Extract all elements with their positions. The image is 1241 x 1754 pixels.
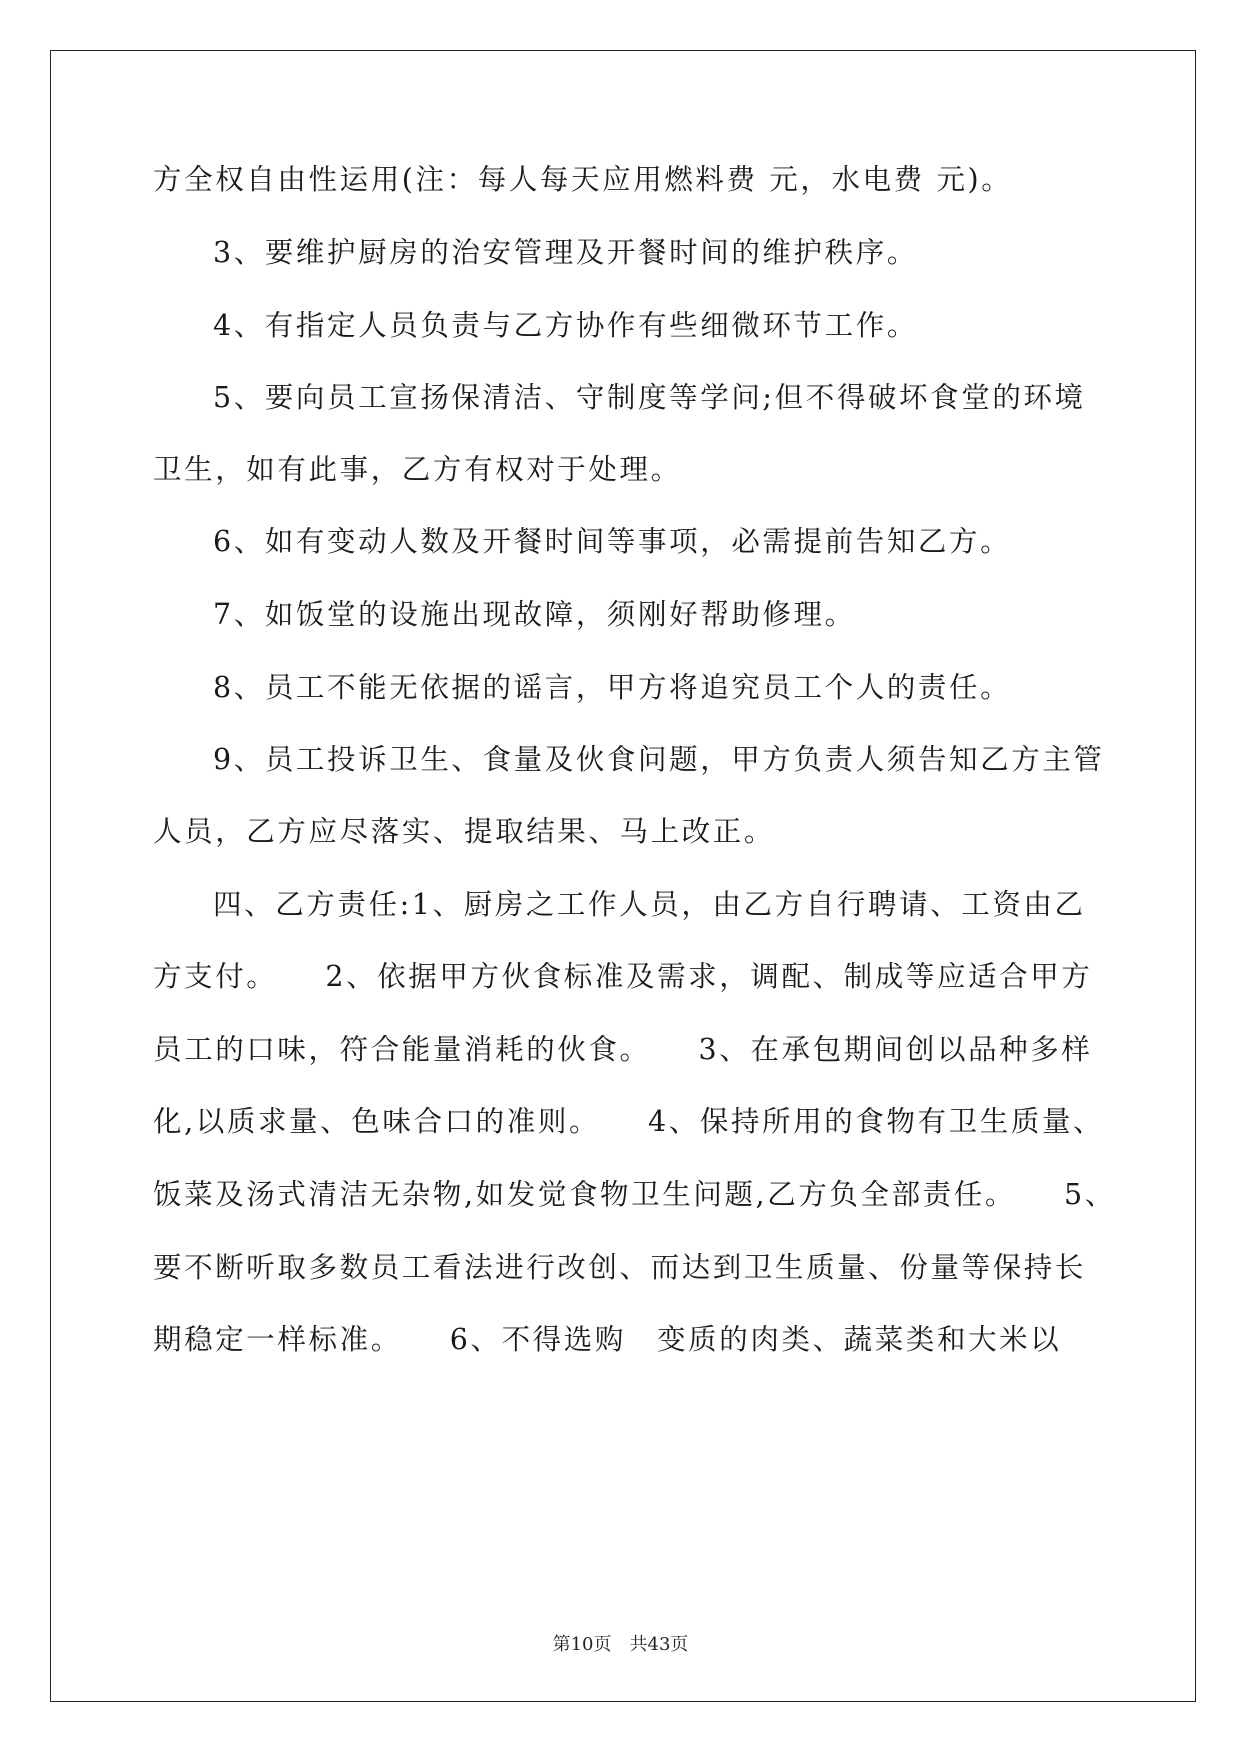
text-line: 4、有指定人员负责与乙方协作有些细微环节工作。 [213,309,918,342]
page-footer [0,1630,1241,1656]
text-line: 要不断听取多数员工看法进行改创、而达到卫生质量、份量等保持长 [153,1251,1087,1284]
page-number: 第10页 共43页 [552,1634,689,1655]
text-line: 人员，乙方应尽落实、提取结果、马上改正。 [153,815,776,848]
text-line: 方全权自由性运用(注：每人每天应用燃料费 元，水电费 元)。 [153,163,1013,196]
text-line: 方支付。 2、依据甲方伙食标准及需求，调配、制成等应适合甲方 [153,960,1093,993]
text-line: 6、如有变动人数及开餐时间等事项，必需提前告知乙方。 [213,525,1012,558]
text-line: 9、员工投诉卫生、食量及伙食问题，甲方负责人须告知乙方主管 [213,743,1105,776]
text-line: 7、如饭堂的设施出现故障，须刚好帮助修理。 [213,598,856,631]
text-line: 8、员工不能无依据的谣言，甲方将追究员工个人的责任。 [213,671,1012,704]
page-border [50,50,1196,1702]
text-line: 3、要维护厨房的治安管理及开餐时间的维护秩序。 [213,236,918,269]
text-line: 期稳定一样标准。 6、不得选购 变质的肉类、蔬菜类和大米以 [153,1323,1062,1356]
text-line: 员工的口味，符合能量消耗的伙食。 3、在承包期间创以品种多样 [153,1033,1093,1066]
text-line: 饭菜及汤式清洁无杂物,如发觉食物卫生问题,乙方负全部责任。 5、 [153,1178,1116,1211]
text-line: 四、乙方责任:1、厨房之工作人员，由乙方自行聘请、工资由乙 [213,888,1086,921]
text-line: 化,以质求量、色味合口的准则。 4、保持所用的食物有卫生质量、 [153,1105,1105,1138]
text-line: 5、要向员工宣扬保清洁、守制度等学问;但不得破坏食堂的环境 [213,381,1086,414]
text-line: 卫生，如有此事，乙方有权对于处理。 [153,453,682,486]
